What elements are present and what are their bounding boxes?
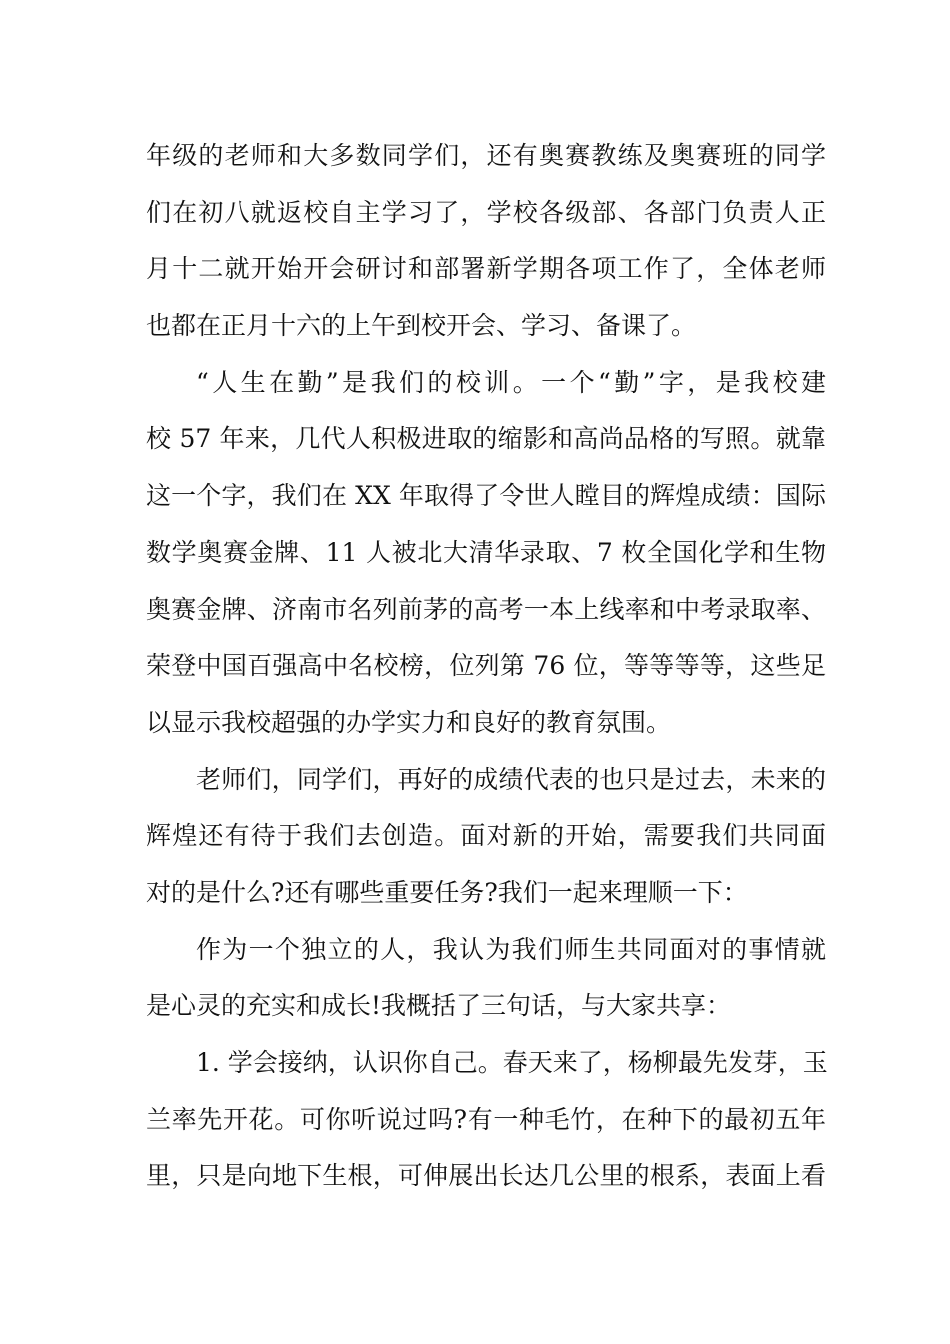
paragraph-first-line: 1. 学会接纳，认识你自己。春天来了，杨柳最先发芽，玉 [196, 1048, 828, 1077]
text-line: 荣登中国百强高中名校榜，位列第 76 位，等等等等，这些足 [146, 651, 826, 681]
text-line: 数学奥赛金牌、11 人被北大清华录取、7 枚全国化学和生物 [146, 537, 826, 567]
text-line: 是心灵的充实和成长!我概括了三句话，与大家共享： [146, 991, 732, 1021]
text-line: 年级的老师和大多数同学们，还有奥赛教练及奥赛班的同学 [146, 141, 826, 170]
text-line: 辉煌还有待于我们去创造。面对新的开始，需要我们共同面 [146, 821, 826, 851]
text-line: 这一个字，我们在 XX 年取得了令世人瞠目的辉煌成绩：国际 [146, 481, 826, 511]
text-line: 校 57 年来，几代人积极进取的缩影和高尚品格的写照。就靠 [146, 424, 826, 454]
paragraph-first-line: 老师们，同学们，再好的成绩代表的也只是过去，未来的 [196, 764, 826, 794]
text-line: 里，只是向地下生根，可伸展出长达几公里的根系，表面上看 [146, 1161, 826, 1191]
paragraph-first-line: “人生在勤”是我们的校训。一个“勤”字，是我校建 [196, 367, 826, 397]
text-line: 也都在正月十六的上午到校开会、学习、备课了。 [146, 311, 697, 341]
text-line: 奥赛金牌、济南市名列前茅的高考一本上线率和中考录取率、 [146, 594, 826, 624]
text-line: 以显示我校超强的办学实力和良好的教育氛围。 [146, 707, 672, 737]
body-text [146, 128, 826, 1205]
text-line: 月十二就开始开会研讨和部署新学期各项工作了，全体老师 [146, 254, 826, 284]
text-line: 对的是什么?还有哪些重要任务?我们一起来理顺一下： [146, 877, 748, 907]
text-line: 们在初八就返校自主学习了，学校各级部、各部门负责人正 [146, 197, 826, 227]
paragraph-first-line: 作为一个独立的人，我认为我们师生共同面对的事情就 [196, 934, 826, 964]
text-line: 兰率先开花。可你听说过吗?有一种毛竹，在种下的最初五年 [146, 1104, 826, 1134]
